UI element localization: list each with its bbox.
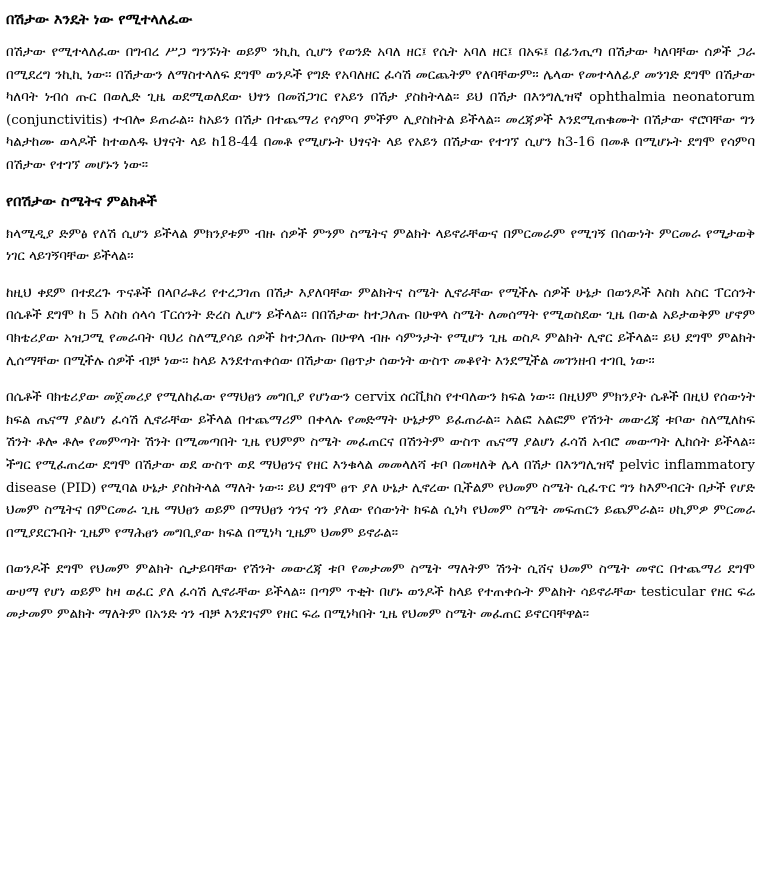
- paragraph-symptom-rates: ከዚህ ቀደም በተደረጉ ጥናቶች በላቦራቶሪ የተረጋገጠ በሽታ እያለባቸው ምልክትና ስሜት ሊኖራቸው የሚችሉ ሰዎች ሁኔታ በወንዶች እስከ አስር ፐርሰንት በሴቶች ደግሞ ከ 5 እስከ ሰላሳ ፐርሰንት ድረስ ሊሆን ይችላል፡፡ በበሽታው ከተጋለጡ በሁዋላ ስሜት ለመሰማት የሚወስደው ጊዜ በውል አይታወቅም ሆኖም ባክቴሪያው አዝጋሚ የመራባት ባህሪ ስለሚያሳይ ሰዎች ከተጋለጡ በሁዋላ ብዙ ሳምንታት የሚሆን ጊዜ ወስዶ ምልክት ሊኖር ይችላል፡፡ ይህ ደግሞ ምልክት ሊሰማቸው በሚችሉ ሰዎች ብቻ ነው፡፡ ከላይ እንደተጠቀሰው በሽታው በፀጥታ ሰውነት ውስጥ መቆየት እንደሚችል መገንዘብ ተገቢ ነው፡፡: [6, 285, 755, 369]
- section-heading-symptoms: የበሽታው ስሜትና ምልክቶች: [6, 192, 158, 210]
- document-page: [6, 10, 755, 627]
- paragraph-symptoms-women: በሴቶች ባክቴሪያው መጀመሪያ የሚለከፈው የማህፀን መግቢያ የሆነውን cervix ሰርቪክስ የተባለውን ክፍል ነው፡፡ በዚህም ምክንያት ሴቶች በዚህ የሰውነት ክፍል ጤናማ ያልሆነ ፈሳሽ ሊኖራቸው ይችላል በተጨማሪም በቀላሉ የመድማት ሁኔታም ይፈጠራል፡፡ አልፎ አልፎም የሽንት መውረጃ ቱቦው ስለሚለከፍ ሽንት ቶሎ ቶሎ የመምጣት ሽንት በሚመጣበት ጊዜ የህምም ስሜት መፈጠርና በሽንትም ውስጥ ጤናማ ያልሆነ ፈሳሽ አብሮ መውጣት ሊከሰት ይችላል፡፡ ችግር የሚፈጠረው ደግሞ በሽታው ወደ ውስጥ ወደ ማህፀንና የዘር እንቁላል መመላለሻ ቱቦ በመዛለቅ ሌላ በሽታ በእንግሊዝኛ pelvic inflammatory disease (PID) የሚባል ሁኔታ ያስከትላል ማለት ነው፡፡ ይህ ደግሞ ፀጥ ያለ ሁኔታ ሊኖረው ቢችልም የህመም ስሜት ሲፈጥር ግን ከእምብርት በታች የሆድ ህመም ስሜትና በምርመራ ጊዜ ማህፀን ወይም በማህፀን ጎንና ጎን ያለው የሰውነት ክፍል ሲነካ የህመም ስሜት መፍጠርን ይጨምራል፡፡ ሀኪምዎ ምርመራ በሚያደርጉበት ጊዜም የማሕፀን መግቢያው ክፍል በሚነካ ጊዜም ህመም ይኖራል፡፡: [6, 390, 755, 541]
- paragraph-symptoms-men: በወንዶች ደግሞ የህመም ምልክት ሲታይባቸው የሽንት መውረጃ ቱቦ የመታመም ስሜት ማለትም ሽንት ሲሸና ህመም ስሜት መኖር በተጨማሪ ደግሞ ውሀማ የሆነ ወይም ከዛ ወፈር ያለ ፈሳሽ ሊኖራቸው ይችላል፡፡ በጣም ጥቂት በሆኑ ወንዶች ከላይ የተጠቀሱት ምልክት ሳይኖራቸው testicular የዘር ፍሬ መታመም ምልክት ማለትም በአንድ ጎን ብቻ እንደገናም የዘር ፍሬ በሚነካበት ጊዜ የህመም ስሜት መፈጠር ይኖርባቸዋል፡፡: [6, 562, 755, 623]
- section-heading-transmission: በሽታው እንዴት ነው የሚተላለፈው: [6, 11, 193, 28]
- paragraph-silent-infection: ክላሚዲያ ድምፅ የለሽ ሲሆን ይችላል ምክንያቱም ብዙ ሰዎች ምንም ስሜትና ምልክት ላይኖራቸውና በምርመራም የሚገኝ በሰውነት ምርመራ የሚታወቅ ነገር ላይገኝባቸው ይችላል፡፡: [6, 226, 755, 265]
- paragraph-transmission: በሽታው የሚተላለፈው በግብረ ሥጋ ግንኙነት ወይም ንኪኪ ሲሆን የወንድ አባለ ዘር፤ የሴት አባለ ዘር፤ በአፍ፤ በፊንጢጣ በሽታው ካለባቸው ሰዎች ጋራ በሚደረግ ንኪኪ ነው፡፡ በሽታውን ለማስተላለፍ ደግሞ ወንዶች የግድ የአባለዘር ፈሳሽ መርጨትም የለባቸውም፡፡ ሌላው የመተላለፊያ መንገድ ደግሞ በሽታው ካለባት ነብሰ ጡር በወሊድ ጊዜ ወደሚወለደው ህፃን በመሸጋገር የአይን በሽታ ያስከትላል፡፡ ይህ በሽታ በእንግሊዝኛ ophthalmia neonatorum (conjunctivitis) ተብሎ ይጠራል፡፡ ከአይን በሽታ በተጨማሪ የሳምባ ምችም ሊያስከትል ይችላል፡፡ መረጃዎች እንደሚጠቁሙት በሽታው ኖሮባቸው ግን ካልታከሙ ወላዶች ከተወለዱ ህፃናት ላይ ከ18-44 በመቶ የሚሆኑት ህፃናት ላይ የአይን በሽታው የተገኘ ሲሆን ከ3-16 በመቶ በሚሆኑት ደግሞ የሳምባ በሽታው የተገኘ መሆኑን ነው፡፡: [6, 45, 755, 173]
